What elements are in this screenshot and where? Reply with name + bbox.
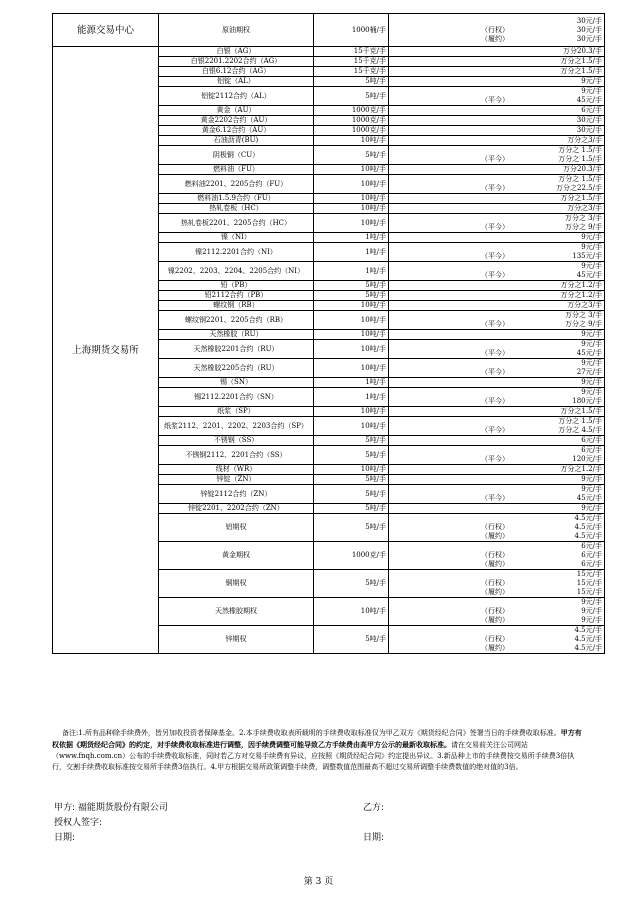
fee-line [391,87,602,96]
product-cell: 原油期权 [159,14,314,47]
fee-value: 6元/手 [581,551,602,559]
fee-prefix: （履约） [481,532,509,540]
unit-cell: 1吨/手 [314,378,389,388]
product-cell: 白银6.12合约（AG） [159,67,314,77]
fee-value: 30元/手 [576,34,602,43]
fee-value: 万分之 1.5/手 [558,175,602,183]
product-cell: 铅2112合约（PB） [159,291,314,301]
fee-line [391,359,602,368]
fee-prefix: （行权） [481,25,509,34]
fee-value: 6元/手 [581,542,602,550]
fee-value: 万分之 3/手 [564,214,602,222]
product-cell: 锌锭2201、2202合约（ZN） [159,504,314,514]
unit-cell: 5吨/手 [314,77,389,87]
fee-value: 6元/手 [581,560,602,568]
fee-value: 万分之 9/手 [564,223,602,231]
fee-value: 9元/手 [581,243,602,251]
party-b-label: 乙方: [363,803,385,813]
fee-value: 万分之3/手 [567,301,602,309]
unit-cell: 1吨/手 [314,262,389,281]
exchange-name: 能源交易中心 [76,24,134,36]
fee-line [391,35,602,44]
fee-cell [389,204,605,214]
unit-cell: 5吨/手 [314,436,389,446]
product-cell: 锡2112.2201合约（SN） [159,388,314,407]
fee-value: 30元/手 [576,16,602,25]
fee-cell [389,301,605,311]
unit-cell: 10吨/手 [314,194,389,204]
product-cell: 铜期权 [159,570,314,598]
fee-line [391,504,602,513]
date-a-label: 日期: [54,833,76,843]
fee-prefix: （平今） [481,455,509,463]
product-cell: 石油沥青(BU) [159,136,314,146]
fee-line [391,407,602,416]
product-cell: 铝锭（AL） [159,77,314,87]
fee-value: 9元/手 [581,262,602,270]
product-cell: 热轧卷板2201、2205合约（HC） [159,214,314,233]
fee-value: 万分之 1.5/手 [558,146,602,154]
exchange-cell [53,14,159,47]
fee-cell [389,446,605,465]
fee-prefix: （行权） [481,523,509,531]
unit-cell: 5吨/手 [314,514,389,542]
unit-cell: 10吨/手 [314,330,389,340]
product-cell: 镍2112.2201合约（NI） [159,243,314,262]
fee-line [391,96,602,105]
fee-line [391,598,602,607]
fee-prefix: （平今） [481,368,509,376]
fee-value: 万分之3/手 [567,136,602,144]
fee-line [391,271,602,280]
fee-prefix: （平今） [481,223,509,231]
fee-cell [389,388,605,407]
product-cell: 纸浆（SP） [159,407,314,417]
fee-prefix: （平今） [481,320,509,328]
fee-value: 万分之 3/手 [564,311,602,319]
unit-cell: 5吨/手 [314,146,389,165]
product-cell: 线材（WR） [159,465,314,475]
product-cell: 燃料油2201、2205合约（FU） [159,175,314,194]
fee-cell [389,340,605,359]
fee-line [391,126,602,135]
fee-line [391,616,602,625]
fee-value: 4.5元/手 [574,532,602,540]
fee-value: 30元/手 [576,116,602,124]
fee-line [391,67,602,76]
fee-line [391,262,602,271]
fee-value: 30元/手 [576,126,602,134]
fee-line [391,146,602,155]
product-cell: 燃料油1.5.9合约（FU） [159,194,314,204]
fee-value: 万分之22.5/手 [556,184,602,192]
table-row [53,47,605,57]
fee-prefix: （履约） [481,616,509,624]
fee-prefix: （平今） [481,155,509,163]
unit-cell: 1000克/手 [314,116,389,126]
fee-cell [389,311,605,330]
fee-value: 15元/手 [576,579,602,587]
fee-line [391,175,602,184]
fee-cell [389,281,605,291]
fee-line [391,349,602,358]
fee-line [391,426,602,435]
fee-value: 4.5元/手 [574,635,602,643]
product-cell: 热轧卷板（HC） [159,204,314,214]
fee-line [391,532,602,541]
product-cell: 天然橡胶期权 [159,598,314,626]
fee-cell [389,378,605,388]
exchange-name: 上海期货交易所 [72,344,139,356]
fee-cell [389,194,605,204]
fee-value: 6元/手 [581,436,602,444]
fee-value: 9元/手 [581,485,602,493]
fee-cell [389,214,605,233]
unit-cell: 1000克/手 [314,126,389,136]
fee-prefix: （平今） [481,271,509,279]
fee-value: 120元/手 [572,455,602,463]
fee-value: 9元/手 [581,475,602,483]
fee-line [391,77,602,86]
fee-value: 45元/手 [576,271,602,279]
fee-line [391,340,602,349]
fee-prefix: （行权） [481,579,509,587]
unit-cell: 15千克/手 [314,47,389,57]
product-cell: 黄金2202合约（AU） [159,116,314,126]
fee-cell [389,330,605,340]
unit-cell: 1吨/手 [314,233,389,243]
fee-value: 180元/手 [572,397,602,405]
fee-line [391,320,602,329]
fee-prefix: （履约） [481,588,509,596]
product-cell: 铝期权 [159,514,314,542]
product-cell: 锌期权 [159,626,314,654]
fee-line [391,635,602,644]
exchange-cell [53,47,159,654]
fee-cell [389,417,605,436]
fee-line [391,560,602,569]
unit-cell: 10吨/手 [314,165,389,175]
fee-line [391,485,602,494]
table-row [53,14,605,47]
unit-cell: 10吨/手 [314,214,389,233]
product-cell: 燃料油（FU） [159,165,314,175]
fee-value: 万分之1.5/手 [560,57,602,65]
fee-cell [389,262,605,281]
fee-value: 万分20.3/手 [563,165,602,173]
fee-line [391,301,602,310]
fee-cell [389,243,605,262]
fee-prefix: （履约） [481,34,509,43]
fee-line [391,330,602,339]
fee-prefix: （行权） [481,607,509,615]
fee-cell [389,514,605,542]
fee-value: 135元/手 [572,252,602,260]
fee-line [391,465,602,474]
fee-table-body [53,14,605,654]
fee-line [391,233,602,242]
fee-value: 6元/手 [581,106,602,114]
fee-cell [389,126,605,136]
fee-cell [389,57,605,67]
fee-prefix: （平今） [481,494,509,502]
fee-schedule-table [52,13,605,654]
product-cell: 不锈钢（SS） [159,436,314,446]
fee-line [391,523,602,532]
fee-value: 万分之1.5/手 [560,67,602,75]
product-cell: 镍（NI） [159,233,314,243]
fee-value: 9元/手 [581,330,602,338]
fee-cell [389,116,605,126]
fee-cell [389,485,605,504]
fee-line [391,494,602,503]
fee-value: 4.5元/手 [574,626,602,634]
product-cell: 天然橡胶2205合约（RU） [159,359,314,378]
fee-cell [389,407,605,417]
fee-value: 万分之1.2/手 [560,291,602,299]
fee-line [391,281,602,290]
fee-cell [389,175,605,194]
fee-line [391,388,602,397]
fee-prefix: （履约） [481,560,509,568]
fee-line [391,243,602,252]
fee-line [391,475,602,484]
date-b-label: 日期: [363,833,385,843]
unit-cell: 1吨/手 [314,243,389,262]
product-cell: 天然橡胶（RU） [159,330,314,340]
unit-cell: 5吨/手 [314,504,389,514]
fee-value: 万分之1.5/手 [560,194,602,202]
product-cell: 白银（AG） [159,47,314,57]
unit-cell: 5吨/手 [314,475,389,485]
unit-cell: 10吨/手 [314,311,389,330]
product-cell: 镍2202、2203、2204、2205合约（NI） [159,262,314,281]
fee-line [391,607,602,616]
notes-bold-text: 甲方有权依据《期货经纪合同》的约定，对手续费收取标准进行调整，因手续费调整可能导致乙方手续费由高甲方公示的最新收取标准。 [52,728,582,749]
fee-line [391,57,602,66]
fee-value: 9元/手 [581,388,602,396]
unit-cell: 10吨/手 [314,407,389,417]
fee-line [391,17,602,26]
unit-cell: 5吨/手 [314,291,389,301]
unit-cell: 10吨/手 [314,359,389,378]
fee-line [391,194,602,203]
fee-value: 万分之1.5/手 [560,407,602,415]
fee-value: 万分20.3/手 [563,47,602,55]
fee-cell [389,598,605,626]
fee-value: 万分之3/手 [567,204,602,212]
fee-value: 9元/手 [581,378,602,386]
product-cell: 黄金（AU） [159,106,314,116]
product-cell: 黄金6.12合约（AU） [159,126,314,136]
product-cell: 螺纹钢（RB） [159,301,314,311]
fee-cell [389,67,605,77]
fee-prefix: （平今） [481,426,509,434]
fee-cell [389,359,605,378]
fee-value: 15元/手 [576,570,602,578]
product-cell: 黄金期权 [159,542,314,570]
fee-value: 万分之 1.5/手 [558,155,602,163]
unit-cell: 15千克/手 [314,67,389,77]
product-cell: 铅（PB） [159,281,314,291]
fee-line [391,136,602,145]
product-cell: 不锈钢2112、2201合约（SS） [159,446,314,465]
fee-value: 30元/手 [576,25,602,34]
fee-prefix: （履约） [481,644,509,652]
unit-cell: 1000桶/手 [314,14,389,47]
fee-line [391,106,602,115]
fee-line [391,626,602,635]
unit-cell: 10吨/手 [314,465,389,475]
party-a-label: 甲方: 福能期货股份有限公司 [54,803,168,813]
fee-value: 9元/手 [581,77,602,85]
fee-prefix: （平今） [481,252,509,260]
fee-cell [389,77,605,87]
fee-value: 9元/手 [581,598,602,606]
fee-cell [389,47,605,57]
fee-value: 9元/手 [581,504,602,512]
fee-value: 9元/手 [581,340,602,348]
fee-value: 万分之1.2/手 [560,465,602,473]
unit-cell: 10吨/手 [314,175,389,194]
unit-cell: 10吨/手 [314,598,389,626]
fee-cell [389,626,605,654]
fee-cell [389,233,605,243]
fee-line [391,542,602,551]
product-cell: 螺纹钢2201、2205合约（RB） [159,311,314,330]
fee-line [391,579,602,588]
fee-cell [389,291,605,301]
fee-line [391,311,602,320]
fee-cell [389,136,605,146]
unit-cell: 5吨/手 [314,87,389,106]
fee-line [391,446,602,455]
fee-value: 27元/手 [576,368,602,376]
fee-line [391,155,602,164]
fee-cell [389,146,605,165]
unit-cell: 10吨/手 [314,417,389,436]
fee-cell [389,542,605,570]
authorized-signature-label: 授权人签字: [54,818,103,828]
unit-cell: 10吨/手 [314,340,389,359]
product-cell: 纸浆2112、2201、2202、2203合约（SP） [159,417,314,436]
fee-value: 4.5元/手 [574,644,602,652]
fee-line [391,184,602,193]
product-cell: 锌锭2112合约（ZN） [159,485,314,504]
fee-prefix: （行权） [481,551,509,559]
fee-prefix: （行权） [481,635,509,643]
unit-cell: 5吨/手 [314,446,389,465]
fee-value: 6元/手 [581,446,602,454]
fee-value: 45元/手 [576,494,602,502]
fee-line [391,223,602,232]
fee-line [391,417,602,426]
fee-line [391,397,602,406]
fee-line [391,214,602,223]
product-cell: 锌锭（ZN） [159,475,314,485]
notes-paragraph [52,727,582,773]
fee-cell [389,14,605,47]
fee-value: 9元/手 [581,359,602,367]
notes-text-continued: 请在交易前关注公司网站（www.fnqh.com.cn）公布的手续费收取标准，同时若乙方对交易手续费有异议，应按照《期货经纪合同》约定提出异议。3.新品种上市的手续费按交易所手续费3倍执行，交割手续费收取标准按交易所手续费3倍执行。4.甲方根据交易所政策调整手续费，调整数值范围最高不超过交易所调整手续费数值的绝对值的3倍。 [52,741,575,771]
unit-cell: 1000克/手 [314,542,389,570]
unit-cell: 5吨/手 [314,281,389,291]
unit-cell: 10吨/手 [314,301,389,311]
fee-value: 万分之 9/手 [564,320,602,328]
unit-cell: 10吨/手 [314,136,389,146]
fee-prefix: （平今） [481,184,509,192]
fee-line [391,378,602,387]
fee-line [391,116,602,125]
product-cell: 锡（SN） [159,378,314,388]
fee-value: 9元/手 [581,233,602,241]
fee-line [391,588,602,597]
fee-value: 9元/手 [581,87,602,95]
fee-line [391,551,602,560]
fee-cell [389,106,605,116]
product-cell: 铝锭2112合约（AL） [159,87,314,106]
fee-value: 9元/手 [581,607,602,615]
product-cell: 白银2201.2202合约（AG） [159,57,314,67]
fee-line [391,165,602,174]
fee-line [391,514,602,523]
unit-cell: 1000克/手 [314,106,389,116]
fee-line [391,436,602,445]
fee-prefix: （平今） [481,397,509,405]
fee-value: 万分之 4.5/手 [558,426,602,434]
page-number: 第 3 页 [303,877,334,887]
fee-cell [389,436,605,446]
fee-prefix: （平今） [481,349,509,357]
fee-value: 45元/手 [576,349,602,357]
product-cell: 阴极铜（CU） [159,146,314,165]
fee-line [391,368,602,377]
fee-cell [389,475,605,485]
fee-line [391,570,602,579]
unit-cell: 5吨/手 [314,570,389,598]
fee-line [391,291,602,300]
fee-line [391,204,602,213]
unit-cell: 5吨/手 [314,626,389,654]
fee-line [391,455,602,464]
unit-cell: 10吨/手 [314,204,389,214]
fee-line [391,252,602,261]
fee-value: 9元/手 [581,616,602,624]
fee-value: 4.5元/手 [574,514,602,522]
unit-cell: 1吨/手 [314,388,389,407]
unit-cell: 15千克/手 [314,57,389,67]
fee-value: 15元/手 [576,588,602,596]
fee-cell [389,465,605,475]
fee-value: 45元/手 [576,96,602,104]
fee-line [391,47,602,56]
fee-value: 4.5元/手 [574,523,602,531]
notes-text: 备注:1.所有品种除手续费外，皆另加收投资者保障基金。2.本手续费收取表所载明的手续费收取标准仅为甲乙双方《期货经纪合同》签署当日的手续费收取标准。 [62,729,561,737]
fee-line [391,26,602,35]
product-cell: 天然橡胶2201合约（RU） [159,340,314,359]
fee-cell [389,87,605,106]
fee-cell [389,504,605,514]
unit-cell: 5吨/手 [314,485,389,504]
fee-value: 万分之1.2/手 [560,281,602,289]
fee-prefix: （平今） [481,96,509,104]
fee-cell [389,570,605,598]
fee-cell [389,165,605,175]
fee-line [391,644,602,653]
fee-value: 万分之 1.5/手 [558,417,602,425]
